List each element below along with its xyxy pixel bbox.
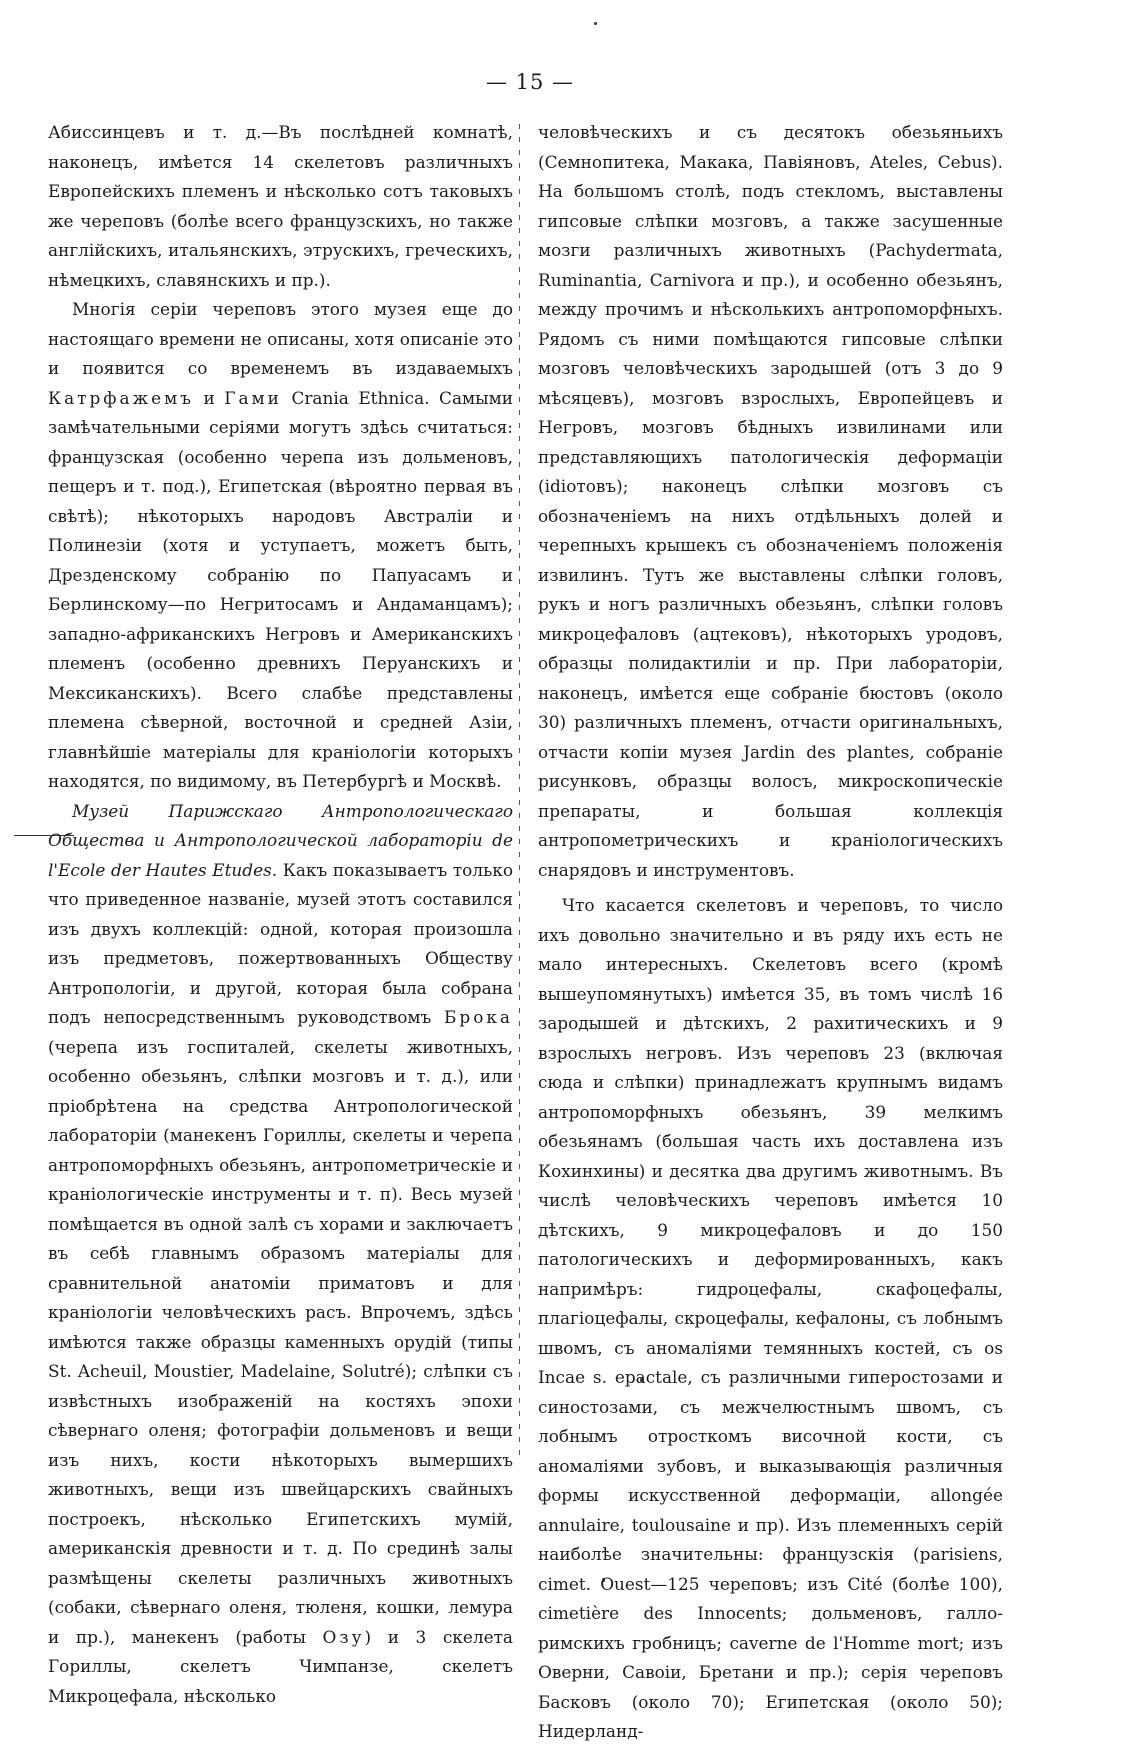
paragraph-text: Какъ показываетъ только что приведенное названіе, музей этотъ составился изъ двухъ коллекцій: одной, которая произошла изъ предметовъ, пожертвованныхъ Обществу Антропологіи, и другой, которая была собрана подъ непосредственнымъ руководствомъ (48, 859, 513, 1027)
left-paragraph-3 (48, 797, 513, 1712)
left-paragraph-1: Абиссинцевъ и т. д.—Въ послѣдней комнатѣ, наконецъ, имѣется 14 скелетовъ различныхъ Европейскихъ племенъ и нѣсколько сотъ таковыхъ же череповъ (болѣе всего французскихъ, но также англійскихъ, итальянскихъ, этрускихъ, греческихъ, нѣмецкихъ, славянскихъ и пр.). (48, 122, 513, 290)
scan-dot (594, 22, 597, 25)
spaced-author-name: Брока (443, 1007, 513, 1027)
page-number: — 15 — (485, 70, 575, 94)
right-column (538, 118, 1003, 1747)
left-column (48, 118, 513, 1711)
left-paragraph-2 (48, 295, 513, 797)
paragraph-text: ) и 3 скелета Гориллы, скелетъ Чимпанзе, скелетъ Микроцефала, нѣсколько (48, 1626, 513, 1706)
spaced-author-name: Катрфажемъ (48, 387, 195, 408)
paragraph-text: и (194, 387, 225, 408)
spaced-author-name: Озу (322, 1626, 365, 1647)
paragraph-text: Crania Ethnica. Самыми замѣчательными серіями могутъ здѣсь считаться: французская (особенно черепа изъ дольменовъ, пещеръ и т. под.), Египетская (вѣроятно первая въ свѣтѣ); нѣкоторыхъ народовъ Австраліи и Полинезіи (хотя и уступаетъ, можетъ быть, Дрезденскому собранію по Папуасамъ и Берлинскому—по Негритосамъ и Андаманцамъ); западно-африканскихъ Негровъ и Американскихъ племенъ (особенно древнихъ Перуанскихъ и Мексиканскихъ). Всего слабѣе представлены племена сѣверной, восточной и средней Азіи, главнѣйшіе матеріалы для краніологіи которыхъ находятся, по видимому, въ Петербургѣ и Москвѣ. (48, 387, 513, 791)
paragraph-text: Многія серіи череповъ этого музея еще до настоящаго времени не описаны, хотя описаніе это и появится со временемъ въ издаваемыхъ (48, 299, 513, 378)
section-title: Музей Парижскаго Антропологическаго Общества и Антропологической лабораторіи de l'Ecole der Hautes Etudes. (48, 800, 513, 880)
right-paragraph-1: человѣческихъ и съ десятокъ обезьяньихъ (Семнопитека, Макака, Павіяновъ, Ateles, Cebus). На большомъ столѣ, подъ стекломъ, выставлены гипсовые слѣпки мозговъ, а также засушенные мозги различныхъ животныхъ (Pachydermata, Ruminantia, Carnivora и пр.), и особенно обезьянъ, между прочимъ и нѣсколькихъ антропоморфныхъ. Рядомъ съ ними помѣщаются гипсовые слѣпки мозговъ человѣческихъ зародышей (отъ 3 до 9 мѣсяцевъ), мозговъ взрослыхъ, Европейцевъ и Негровъ, мозговъ бѣдныхъ извилинами или представляющихъ патологическія деформаціи (idiотовъ); наконецъ слѣпки мозговъ съ обозначеніемъ на нихъ отдѣльныхъ долей и черепныхъ крышекъ съ обозначеніемъ положенія извилинъ. Тутъ же выставлены слѣпки головъ, рукъ и ногъ различныхъ обезьянъ, слѣпки головъ микроцефаловъ (ацтековъ), нѣкоторыхъ уродовъ, образцы полидактиліи и пр. При лабораторіи, наконецъ, имѣется еще собраніе бюстовъ (около 30) различныхъ племенъ, отчасти оригинальныхъ, отчасти копіи музея Jardin des plantes, собраніе рисунковъ, образцы волосъ, микроскопическіе препараты, и большая коллекція антропометрическихъ и краніологическихъ снарядовъ и инструментовъ. (538, 122, 1003, 880)
spaced-author-name: Гами (224, 387, 282, 408)
paragraph-text: (черепа изъ госпиталей, скелеты животныхъ, особенно обезьянъ, слѣпки мозговъ и т. д.), или пріобрѣтена на средства Антропологической лабораторіи (манекенъ Гориллы, скелеты и черепа антропоморфныхъ обезьянъ, антропометрическіе и краніологическіе инструменты и т. п). Весь музей помѣщается въ одной залѣ съ хорами и заключаетъ въ себѣ главнымъ образомъ матеріалы для сравнительной анатоміи приматовъ и для краніологіи человѣческихъ расъ. Впрочемъ, здѣсь имѣются также образцы каменныхъ орудій (типы St. Acheuil, Moustier, Madelaine, Solutré); слѣпки съ извѣстныхъ изображеній на костяхъ эпохи сѣвернаго оленя; фотографіи дольменовъ и вещи изъ нихъ, кости нѣкоторыхъ вымершихъ животныхъ, вещи изъ швейцарскихъ свайныхъ построекъ, нѣсколько Египетскихъ мумій, американскія древности и т. д. По срединѣ залы размѣщены скелеты различныхъ животныхъ (собаки, сѣвернаго оленя, тюленя, кошки, лемура и пр.), манекенъ (работы (48, 1036, 513, 1647)
column-separator (519, 124, 520, 1460)
right-paragraph-2: Что касается скелетовъ и череповъ, то число ихъ довольно значительно и въ ряду ихъ есть не мало интересныхъ. Скелетовъ всего (кромѣ вышеупомянутыхъ) имѣется 35, въ томъ числѣ 16 зародышей и дѣтскихъ, 2 рахитическихъ и 9 взрослыхъ негровъ. Изъ череповъ 23 (включая сюда и слѣпки) принадлежатъ крупнымъ видамъ антропоморфныхъ обезьянъ, 39 мелкимъ обезьянамъ (большая часть ихъ доставлена изъ Кохинхины) и десятка два другимъ животнымъ. Въ числѣ человѣческихъ череповъ имѣется 10 дѣтскихъ, 9 микроцефаловъ и до 150 патологическихъ и деформированныхъ, какъ напримѣръ: гидроцефалы, скафоцефалы, плагіоцефалы, скроцефалы, кефалоны, съ лобнымъ швомъ, съ аномаліями темянныхъ костей, съ os Incae s. epactale, съ различными гиперостозами и синостозами, съ межчелюстнымъ швомъ, съ лобнымъ отросткомъ височной кости, съ аномаліями зубовъ, и выказывающія различныя формы искусственной деформаціи, allongée annulaire, toulousaine и пр). Изъ племенныхъ серій наиболѣе значительны: французскія (parisiens, cimet. Ouest—125 череповъ; изъ Cité (болѣе 100), cimetière des Innocents; дольменовъ, галло-римскихъ гробницъ; caverne de l'Homme mort; изъ Оверни, Савоіи, Бретани и пр.); серія череповъ Басковъ (около 70); Египетская (около 50); Нидерланд- (538, 895, 1003, 1741)
